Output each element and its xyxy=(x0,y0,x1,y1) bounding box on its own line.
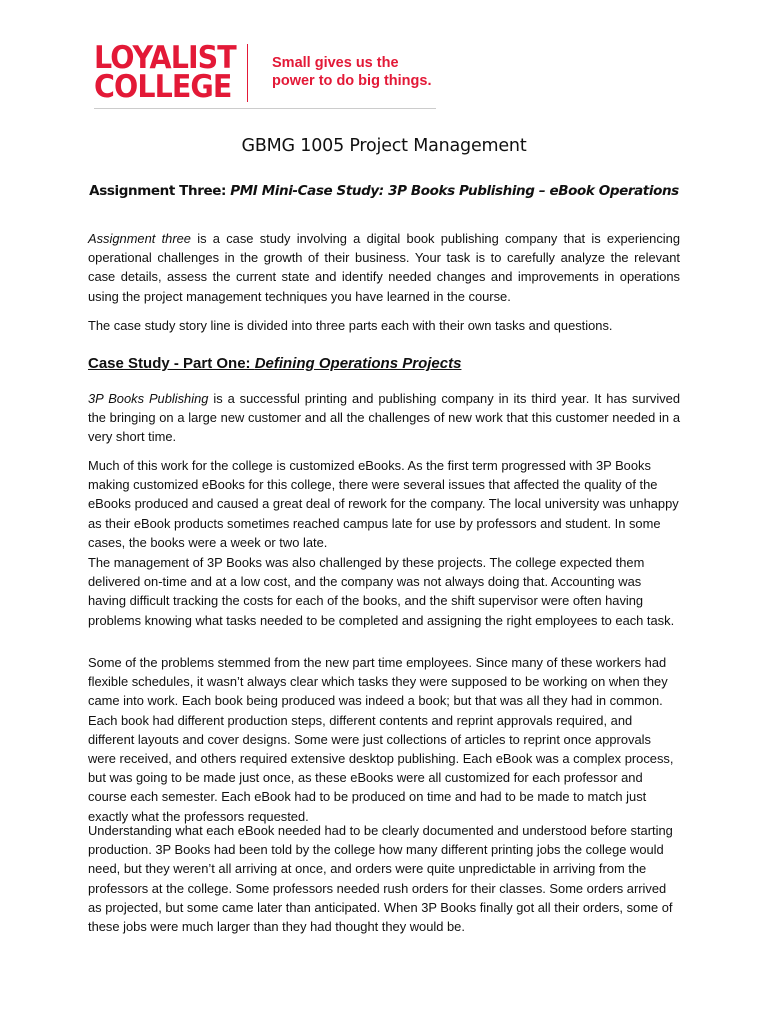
part-one-paragraph-3 xyxy=(88,553,680,630)
section-prefix: Case Study - Part One: xyxy=(88,355,255,372)
college-logo xyxy=(94,40,248,105)
header-divider xyxy=(247,44,248,102)
intro-lead: Assignment three xyxy=(88,231,191,246)
tagline xyxy=(272,54,431,90)
company-name: 3P Books Publishing xyxy=(88,391,209,406)
logo-line-1: LOYALIST xyxy=(94,40,236,76)
part-one-paragraph-1 xyxy=(88,389,680,447)
part-one-p3-text: The management of 3P Books was also challenged by these projects. The college expected them delivered on-time and at a low cost, and the company was not always doing that. Accounting was having difficult tracking the costs for each of the books, and the shift supervisor were often having problems knowing what tasks needed to be completed and assigning the right employees to each task. xyxy=(88,555,675,628)
tagline-line-1: Small gives us the xyxy=(272,55,399,71)
part-one-p4-text: Some of the problems stemmed from the new part time employees. Since many of these workers had flexible schedules, it wasn’t always clear which tasks they were supposed to be working on when they came into work. Each book being produced was indeed a book; but that was all they had in common. Each book had different production steps, different contents and reprint approvals required, and different layouts and cover designs. Some were just collections of articles to reprint once approvals were received, and others required extensive desktop publishing. Each eBook was a complex process, but was going to be made just once, as these eBooks were all customized for each professor and course each semester. Each eBook had to be produced on time and had to be made to match just exactly what the professors requested. xyxy=(88,655,674,824)
subtitle-italic: PMI Mini-Case Study: 3P Books Publishing – eBook Operations xyxy=(230,183,679,199)
section-heading xyxy=(88,355,461,372)
header-rule xyxy=(94,108,436,109)
intro-text: is a case study involving a digital book publishing company that is experiencing operational challenges in the growth of their business. Your task is to carefully analyze the relevant case details, assess the current state and identify needed changes and improvements in operations using the project management techniques you have learned in the course. xyxy=(88,231,680,304)
subtitle-prefix: Assignment Three: xyxy=(89,183,231,199)
part-one-p1-text: is a successful printing and publishing company in its third year. It has survived the bringing on a large new customer and all the challenges of new work that this customer needed in a very short time. xyxy=(88,391,680,445)
part-one-paragraph-2 xyxy=(88,456,680,552)
story-line-text: The case study story line is divided into three parts each with their own tasks and questions. xyxy=(88,318,613,333)
document-subtitle xyxy=(0,183,768,199)
logo-line-2: COLLEGE xyxy=(94,69,232,105)
part-one-p2-text: Much of this work for the college is customized eBooks. As the first term progressed with 3P Books making customized eBooks for this college, there were several issues that affected the quality of the eBooks produced and caused a great deal of rework for the company. The local university was unhappy as their eBook products sometimes reached campus late for use by professors and student. In some cases, the books were a week or two late. xyxy=(88,458,679,550)
intro-paragraph xyxy=(88,229,680,306)
part-one-p5-text: Understanding what each eBook needed had to be clearly documented and understood before starting production. 3P Books had been told by the college how many different printing jobs the college would need, but they weren’t all arriving at once, and orders were quite unpredictable in arriving from the professors at the college. Some professors needed rush orders for their classes. Some orders arrived as projected, but some came later than anticipated. When 3P Books finally got all their orders, some of these jobs were much larger than they had thought they would be. xyxy=(88,823,673,935)
section-italic: Defining Operations Projects xyxy=(254,355,462,372)
part-one-paragraph-5 xyxy=(88,821,680,936)
document-title: GBMG 1005 Project Management xyxy=(241,136,527,156)
story-line-paragraph xyxy=(88,316,680,335)
tagline-line-2: power to do big things. xyxy=(272,73,432,89)
part-one-paragraph-4 xyxy=(88,653,680,826)
